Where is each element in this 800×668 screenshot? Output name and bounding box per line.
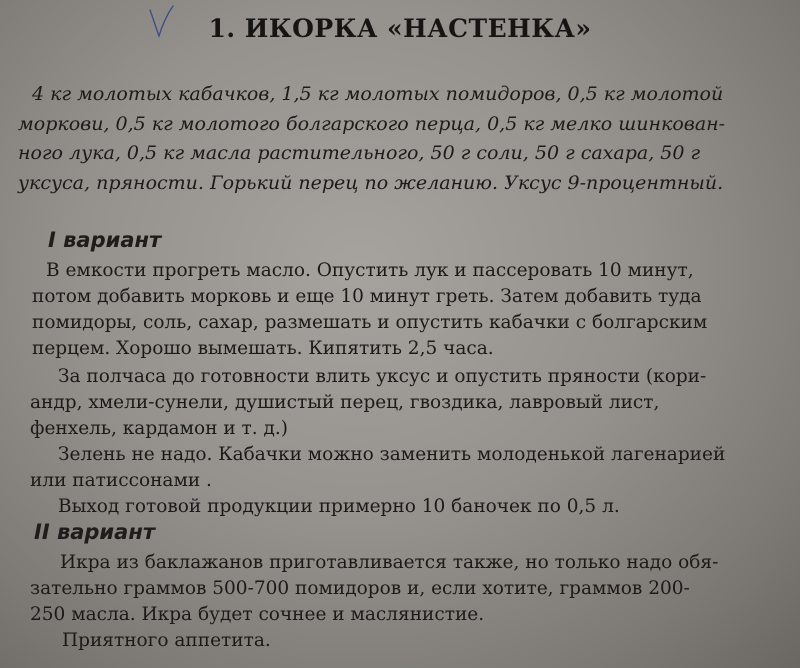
text-line: андр, хмели-сунели, душистый перец, гвоздика, лавровый лист, [30, 392, 660, 413]
variant-1-paragraph-1 [32, 258, 707, 362]
text-line: В емкости прогреть масло. Опустить лук и пассеровать 10 минут, [46, 260, 694, 281]
ingredients-paragraph [18, 80, 788, 198]
text-line: Икра из баклажанов приготавливается также, но только надо обя- [60, 552, 719, 573]
ingredients-line: моркови, 0,5 кг молотого болгарского перца, 0,5 кг мелко шинкован- [18, 112, 726, 135]
text-line: потом добавить морковь и еще 10 минут греть. Затем добавить туда [32, 286, 702, 307]
text-line: помидоры, соль, сахар, размешать и опустить кабачки с болгарским [32, 312, 708, 333]
text-line: перцем. Хорошо вымешать. Кипятить 2,5 часа. [32, 338, 494, 359]
text-line: За полчаса до готовности влить уксус и опустить пряности (кори- [58, 366, 707, 387]
text-line: 250 масла. Икра будет сочнее и маслянистие. [30, 604, 485, 625]
ingredients-line: 4 кг молотых кабачков, 1,5 кг молотых помидоров, 0,5 кг молотой [32, 83, 724, 105]
variant-2-paragraph-2 [62, 628, 271, 654]
variant-1-paragraph-2 [30, 364, 706, 442]
variant-2-heading: II вариант [34, 520, 155, 544]
text-line: зательно граммов 500-700 помидоров и, если хотите, граммов 200- [30, 578, 690, 599]
text-line: или патиссонами . [30, 470, 212, 491]
variant-1-heading: I вариант [48, 228, 162, 252]
variant-1-paragraph-3 [30, 442, 725, 494]
variant-1-paragraph-4 [58, 494, 620, 520]
ingredients-line: уксуса, пряности. Горький перец по желанию. Уксус 9-процентный. [18, 171, 724, 194]
variant-2-paragraph-1 [30, 550, 718, 628]
ingredients-line: ного лука, 0,5 кг масла растительного, 50 г соли, 50 г сахара, 50 г [18, 142, 701, 164]
text-line: Зелень не надо. Кабачки можно заменить молоденькой лагенарией [58, 444, 726, 465]
text-line: Выход готовой продукции примерно 10 баночек по 0,5 л. [58, 496, 620, 517]
text-line: фенхель, кардамон и т. д.) [30, 418, 289, 439]
text-line: Приятного аппетита. [62, 630, 271, 651]
recipe-title: 1. ИКОРКА «НАСТЕНКА» [208, 14, 592, 43]
